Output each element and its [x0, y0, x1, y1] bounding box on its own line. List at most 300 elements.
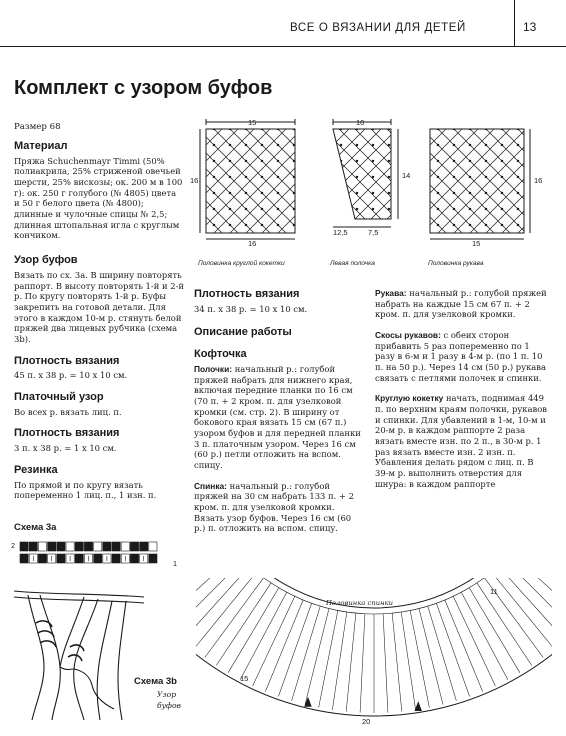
scheme-3b-caption: Узор буфов	[157, 690, 181, 710]
scheme-3a-row2-label: 2	[11, 541, 15, 550]
lattice-knot	[404, 160, 406, 162]
lattice-knot	[325, 224, 327, 226]
lattice-knot	[549, 128, 551, 130]
lattice-knot	[420, 144, 422, 146]
lattice-knot	[309, 144, 311, 146]
lattice-knot	[453, 208, 455, 210]
scheme-3a-cell	[149, 542, 157, 551]
density1-title: Плотность вязания	[14, 354, 120, 367]
lattice-knot	[373, 240, 375, 242]
lattice-knot	[213, 128, 215, 130]
lattice-knot	[437, 160, 439, 162]
scheme-3a-cell	[94, 554, 102, 563]
lattice-knot	[517, 144, 519, 146]
material-text: Пряжа Schuchenmayr Timmi (50% полиакрила, 25% стриженой овечьей шерсти, 25% вискозы; ок. 200 м в 100 г): ок. 250 г голубого (№ 4805) цвета и 50 г белого цвета (№ 4800); длинные и чулочные спицы № 2,5; длинная штопальная игла с круглым кончиком.	[14, 155, 183, 241]
lattice-knot	[485, 144, 487, 146]
kokette-text	[375, 393, 547, 489]
lattice-knot	[309, 208, 311, 210]
lattice-knot	[388, 224, 390, 226]
lattice-knot	[245, 192, 247, 194]
lattice-knot	[389, 224, 391, 226]
fan-rib	[278, 603, 311, 696]
fan-rib	[196, 578, 243, 630]
skosy-lead: Скосы рукавов:	[375, 330, 441, 341]
density2-title: Плотность вязания	[14, 427, 120, 440]
lattice-knot	[469, 160, 471, 162]
lattice-knot	[517, 240, 519, 242]
scheme-3a-cell	[121, 542, 129, 551]
bufy-title: Узор буфов	[14, 254, 78, 267]
lattice-knot	[517, 192, 519, 194]
polochka-bottom-left-dim: 12,5	[333, 228, 348, 237]
lattice-knot	[356, 192, 358, 194]
lattice-knot	[533, 192, 535, 194]
lattice-knot	[341, 176, 343, 178]
fan-rib	[511, 578, 552, 620]
lattice-knot	[356, 208, 358, 210]
lattice-knot	[405, 208, 407, 210]
density1-section	[14, 355, 184, 381]
scheme-3b-title: Схема 3b	[134, 676, 177, 687]
lattice-knot	[372, 144, 374, 146]
mid-density-text: 34 п. х 38 р. = 10 х 10 см.	[194, 303, 308, 314]
lattice-knot	[261, 208, 263, 210]
scheme-3a-cell	[75, 542, 83, 551]
lattice-knot	[533, 160, 535, 162]
lattice-knot	[213, 144, 215, 146]
lattice-knot	[357, 224, 359, 226]
lattice-knot	[485, 192, 487, 194]
lattice-line	[387, 129, 477, 219]
lattice-knot	[261, 144, 263, 146]
lattice-knot	[213, 176, 215, 178]
lattice-knot	[340, 176, 342, 178]
opisanie-title: Описание работы	[194, 326, 292, 339]
lattice-knot	[356, 128, 358, 130]
lattice-knot	[325, 144, 327, 146]
lattice-knot	[325, 128, 327, 130]
lattice-knot	[485, 160, 487, 162]
lattice-knot	[341, 208, 343, 210]
lattice-knot	[549, 240, 551, 242]
polochki-text	[194, 364, 362, 471]
lattice-knot	[437, 224, 439, 226]
lattice-knot	[405, 144, 407, 146]
lattice-knot	[501, 160, 503, 162]
scheme-3a-cell	[29, 542, 37, 551]
lattice-knot	[325, 208, 327, 210]
fan-rib	[492, 578, 552, 649]
lattice-knot	[517, 224, 519, 226]
skosy-body: с обеих сторон прибавить 5 раз попеременно по 1 разу в 6-м и 1 разу в 4-м р. (по 1 п. 10 п. на 50 р.). Через 14 см (50 р.) рукава связать с петлями полочек и спинки.	[375, 330, 547, 383]
lattice-knot	[437, 240, 439, 242]
lattice-knot	[293, 176, 295, 178]
lattice-knot	[469, 192, 471, 194]
spinka-text	[194, 481, 362, 534]
lattice-knot	[293, 240, 295, 242]
scheme-3a-chart	[18, 540, 173, 570]
lattice-knot	[229, 224, 231, 226]
polochki-lead: Полочки:	[194, 363, 233, 374]
fan-rib	[228, 588, 279, 673]
platochny-title: Платочный узор	[14, 391, 104, 403]
lattice-knot	[405, 240, 407, 242]
density2-text: 3 п. х 38 р. = 1 х 10 см.	[14, 443, 117, 454]
lattice-knot	[373, 224, 375, 226]
lattice-knot	[372, 128, 374, 130]
middle-column	[194, 288, 362, 534]
fan-rib	[498, 578, 552, 640]
lattice-line	[403, 129, 493, 219]
lattice-knot	[389, 240, 391, 242]
lattice-line	[486, 129, 566, 233]
fan-rib	[292, 606, 321, 701]
fan-bottom-dim: 20	[362, 717, 371, 726]
fan-rib	[517, 578, 552, 610]
kokette-side-dim: 16	[190, 176, 199, 185]
lattice-knot	[485, 208, 487, 210]
rukav-bottom-dim: 15	[472, 239, 481, 248]
lattice-knot	[325, 192, 327, 194]
lattice-knot	[420, 224, 422, 226]
mid-density-title: Плотность вязания	[194, 288, 300, 300]
scheme-3a-cell	[66, 542, 74, 551]
lattice-knot	[309, 192, 311, 194]
polochka-caption: Левая полочка	[330, 260, 375, 267]
lattice-knot	[437, 176, 439, 178]
fan-arrow	[415, 703, 421, 711]
fan-rib	[469, 588, 520, 673]
lattice-knot	[453, 176, 455, 178]
lattice-knot	[325, 240, 327, 242]
fan-rib	[383, 614, 388, 713]
lattice-knot	[261, 176, 263, 178]
material-section	[14, 140, 184, 241]
fan-rib	[523, 578, 552, 599]
rezinka-section	[14, 464, 184, 501]
lattice-knot	[404, 128, 406, 130]
rezinka-title: Резинка	[14, 463, 58, 476]
lattice-knot	[340, 224, 342, 226]
lattice-knot	[533, 128, 535, 130]
lattice-knot	[404, 192, 406, 194]
scheme-3a-cell	[75, 554, 83, 563]
lattice-knot	[501, 144, 503, 146]
lattice-knot	[453, 160, 455, 162]
lattice-knot	[325, 176, 327, 178]
lattice-knot	[549, 176, 551, 178]
lattice-knot	[341, 224, 343, 226]
pattern-diagrams	[190, 115, 566, 285]
koftochka-title: Кофточка	[194, 348, 247, 361]
fan-rib	[505, 578, 552, 630]
lattice-knot	[517, 128, 519, 130]
running-header: ВСЕ О ВЯЗАНИИ ДЛЯ ДЕТЕЙ	[290, 22, 466, 34]
scheme-3a-cell	[94, 542, 102, 551]
lattice-knot	[341, 192, 343, 194]
lattice-knot	[309, 160, 311, 162]
lattice-knot	[229, 160, 231, 162]
lattice-knot	[453, 224, 455, 226]
lattice-knot	[420, 128, 422, 130]
density1-text: 45 п. х 38 р. = 10 х 10 см.	[14, 370, 128, 381]
lattice-knot	[213, 224, 215, 226]
lattice-knot	[293, 192, 295, 194]
left-column	[14, 140, 184, 501]
lattice-knot	[437, 144, 439, 146]
lattice-knot	[420, 192, 422, 194]
lattice-knot	[245, 176, 247, 178]
lattice-knot	[341, 240, 343, 242]
lattice-knot	[501, 240, 503, 242]
size-label: Размер 68	[14, 122, 61, 132]
lattice-knot	[437, 128, 439, 130]
lattice-knot	[533, 224, 535, 226]
lattice-knot	[469, 240, 471, 242]
fan-rib	[360, 614, 365, 713]
lattice-knot	[293, 208, 295, 210]
scheme-3a-cell	[38, 554, 46, 563]
lattice-knot	[325, 160, 327, 162]
scheme-3a-cell	[20, 554, 28, 563]
lattice-knot	[388, 208, 390, 210]
fan-rib	[196, 578, 231, 610]
bufy-text: Вязать по сх. 3а. В ширину повторять раппорт. В высоту повторять 1-й и 2-й р. По кругу повторять 1-й р. Буфы закрепить на готовой детали. Для этого в каждом 10-м р. стянуть белой пряжей два лицевых рубчика (схема 3b).	[14, 269, 184, 344]
polochka-top-dim: 10	[356, 118, 365, 127]
lattice-knot	[469, 224, 471, 226]
lattice-knot	[517, 160, 519, 162]
lattice-knot	[549, 192, 551, 194]
lattice-knot	[356, 144, 358, 146]
fan-rib	[392, 613, 402, 712]
fan-rib	[445, 600, 483, 692]
lattice-knot	[213, 192, 215, 194]
bufy-section	[14, 254, 184, 344]
lattice-knot	[485, 240, 487, 242]
rukava-text	[375, 288, 547, 320]
lattice-knot	[372, 176, 374, 178]
scheme-3a-cell	[20, 542, 28, 551]
scheme-3a-cell	[149, 554, 157, 563]
lattice-knot	[356, 160, 358, 162]
fan-rib	[436, 603, 469, 696]
lattice-knot	[549, 224, 551, 226]
lattice-knot	[340, 144, 342, 146]
lattice-knot	[501, 128, 503, 130]
fan-rib	[461, 592, 507, 679]
scheme-3a-cell	[48, 542, 56, 551]
lattice-knot	[213, 160, 215, 162]
lattice-knot	[261, 224, 263, 226]
lattice-knot	[404, 208, 406, 210]
lattice-knot	[277, 160, 279, 162]
kokette-caption: Половинка круглой кокетки	[198, 260, 285, 267]
scheme-3a-cell	[130, 542, 138, 551]
fan-rib	[428, 606, 457, 701]
lattice-knot	[405, 224, 407, 226]
lattice-knot	[245, 128, 247, 130]
lattice-knot	[261, 192, 263, 194]
lattice-knot	[245, 160, 247, 162]
rezinka-text: По прямой и по кругу вязать попеременно 1 лиц. п., 1 изн. п.	[14, 479, 157, 501]
lattice-knot	[469, 144, 471, 146]
kokette-lead: Круглую кокетку	[375, 393, 444, 404]
scheme-3a-cell	[112, 542, 120, 551]
scheme-3a-cell	[112, 554, 120, 563]
fan-rib	[253, 596, 295, 686]
lattice-knot	[549, 160, 551, 162]
lattice-knot	[213, 240, 215, 242]
lattice-knot	[405, 192, 407, 194]
lattice-knot	[388, 144, 390, 146]
rukav-caption: Половинка рукава	[428, 260, 484, 267]
lattice-knot	[245, 208, 247, 210]
lattice-line	[550, 129, 566, 233]
scheme-3a-cell	[103, 542, 111, 551]
platochny-section	[14, 391, 184, 417]
scheme-3a-cell	[140, 542, 148, 551]
scheme-3a-cell	[57, 542, 65, 551]
scheme-3a-title: Схема 3а	[14, 522, 57, 533]
lattice-knot	[261, 160, 263, 162]
fan-rib	[196, 578, 250, 640]
lattice-knot	[517, 176, 519, 178]
lattice-knot	[404, 144, 406, 146]
lattice-knot	[245, 224, 247, 226]
lattice-knot	[485, 176, 487, 178]
polochka-bottom-right-dim: 7,5	[368, 228, 379, 237]
kokette-body: начать, поднимая 449 п. по верхним краям полочки, рукавов и спинки. Для убавлений в 1-м, 10-м и 20-м р. в каждом раппорте 2 раза вязать вместе изн. по 2 п., в 30-м р. 1 раз вязать вместе изн. 2 изн. п. Убавления делать рядом с лиц. п. В 39-м р. выполнить отверстия для шнура: в каждом раппорте	[375, 393, 547, 489]
fan-rib	[196, 578, 225, 599]
polochka-side-dim: 14	[402, 171, 411, 180]
lattice-line	[550, 129, 566, 233]
lattice-knot	[453, 240, 455, 242]
scheme-3a-row1-label: 1	[173, 559, 177, 568]
spinka-body: начальный р.: голубой пряжей на 30 см набрать 133 п. + 2 кром. п. для узелковой кромки. Вязать узор буфов. Через 16 см (60 р.) п. отложить на вспом. спицу.	[194, 480, 354, 534]
lattice-knot	[277, 176, 279, 178]
lattice-knot	[261, 240, 263, 242]
header-rule	[0, 46, 566, 47]
right-column	[375, 288, 547, 489]
fan-rib	[419, 608, 443, 704]
lattice-knot	[388, 176, 390, 178]
lattice-knot	[340, 192, 342, 194]
kokette-bottom-dim: 16	[248, 239, 257, 248]
lattice-knot	[277, 208, 279, 210]
material-title: Материал	[14, 140, 68, 152]
lattice-knot	[277, 144, 279, 146]
fan-rib	[196, 578, 237, 620]
lattice-knot	[549, 208, 551, 210]
fan-rib	[477, 583, 532, 665]
spinka-fan-diagram	[196, 578, 552, 730]
lattice-knot	[277, 192, 279, 194]
lattice-knot	[437, 192, 439, 194]
fan-rib	[216, 583, 271, 665]
lattice-knot	[229, 240, 231, 242]
lattice-knot	[420, 176, 422, 178]
scheme-3a-cell	[84, 542, 92, 551]
lattice-knot	[293, 128, 295, 130]
lattice-knot	[453, 128, 455, 130]
article-title: Комплект с узором буфов	[14, 77, 273, 99]
fan-rib	[265, 600, 303, 692]
skosy-text	[375, 330, 547, 383]
header-divider	[514, 0, 515, 46]
lattice-knot	[340, 208, 342, 210]
fan-rib	[453, 596, 495, 686]
lattice-line	[387, 129, 477, 219]
lattice-knot	[501, 208, 503, 210]
scheme-3a-cell	[130, 554, 138, 563]
lattice-knot	[388, 160, 390, 162]
fan-rib	[205, 578, 264, 657]
lattice-knot	[388, 192, 390, 194]
lattice-knot	[277, 224, 279, 226]
lattice-knot	[229, 144, 231, 146]
lattice-knot	[469, 128, 471, 130]
lattice-knot	[437, 208, 439, 210]
fan-rib	[240, 592, 286, 679]
fan-rib	[346, 613, 356, 712]
fan-caption: Половинка спинки	[326, 599, 393, 607]
lattice-knot	[404, 224, 406, 226]
lattice-knot	[229, 128, 231, 130]
rukava-body: начальный р.: голубой пряжей набрать на каждые 15 см 67 п. + 2 кром. п. для узелковой кромки.	[375, 288, 547, 320]
lattice-knot	[372, 192, 374, 194]
rukav-side-dim: 16	[534, 176, 543, 185]
lattice-knot	[309, 176, 311, 178]
lattice-knot	[277, 128, 279, 130]
lattice-knot	[501, 224, 503, 226]
lattice-knot	[549, 144, 551, 146]
lattice-knot	[533, 240, 535, 242]
lattice-knot	[453, 144, 455, 146]
scheme-3a-cell	[38, 542, 46, 551]
lattice-knot	[533, 144, 535, 146]
lattice-line	[486, 129, 566, 233]
lattice-knot	[420, 160, 422, 162]
lattice-knot	[485, 128, 487, 130]
fan-rib	[305, 608, 329, 704]
lattice-knot	[245, 240, 247, 242]
lattice-knot	[293, 144, 295, 146]
lattice-knot	[485, 224, 487, 226]
lattice-knot	[405, 160, 407, 162]
lattice-knot	[469, 208, 471, 210]
lattice-knot	[309, 224, 311, 226]
lattice-knot	[261, 128, 263, 130]
lattice-knot	[388, 128, 390, 130]
platochny-text: Во всех р. вязать лиц. п.	[14, 406, 122, 417]
lattice-knot	[405, 128, 407, 130]
fan-right-dim: 11	[490, 587, 498, 596]
polochki-body: начальный р.: голубой пряжей набрать для нижнего края, включая передние планки по 16 см (70 п. + 2 кром. п. для узелковой кромки (см. стр. 2). В ширину от бокового края вязать 15 см (67 п.) узором буфов и для передней планки 3 п. платочным узором. Через 16 см (60 р.) петли отложить на вспом. спицу.	[194, 363, 361, 470]
lattice-knot	[277, 240, 279, 242]
lattice-knot	[372, 224, 374, 226]
lattice-knot	[229, 208, 231, 210]
lattice-knot	[245, 144, 247, 146]
lattice-knot	[356, 224, 358, 226]
lattice-knot	[213, 208, 215, 210]
lattice-knot	[357, 240, 359, 242]
density2-section	[14, 427, 184, 453]
lattice-line	[403, 129, 493, 219]
scheme-3a-cell	[57, 554, 65, 563]
lattice-knot	[293, 224, 295, 226]
lattice-knot	[501, 192, 503, 194]
lattice-knot	[309, 128, 311, 130]
